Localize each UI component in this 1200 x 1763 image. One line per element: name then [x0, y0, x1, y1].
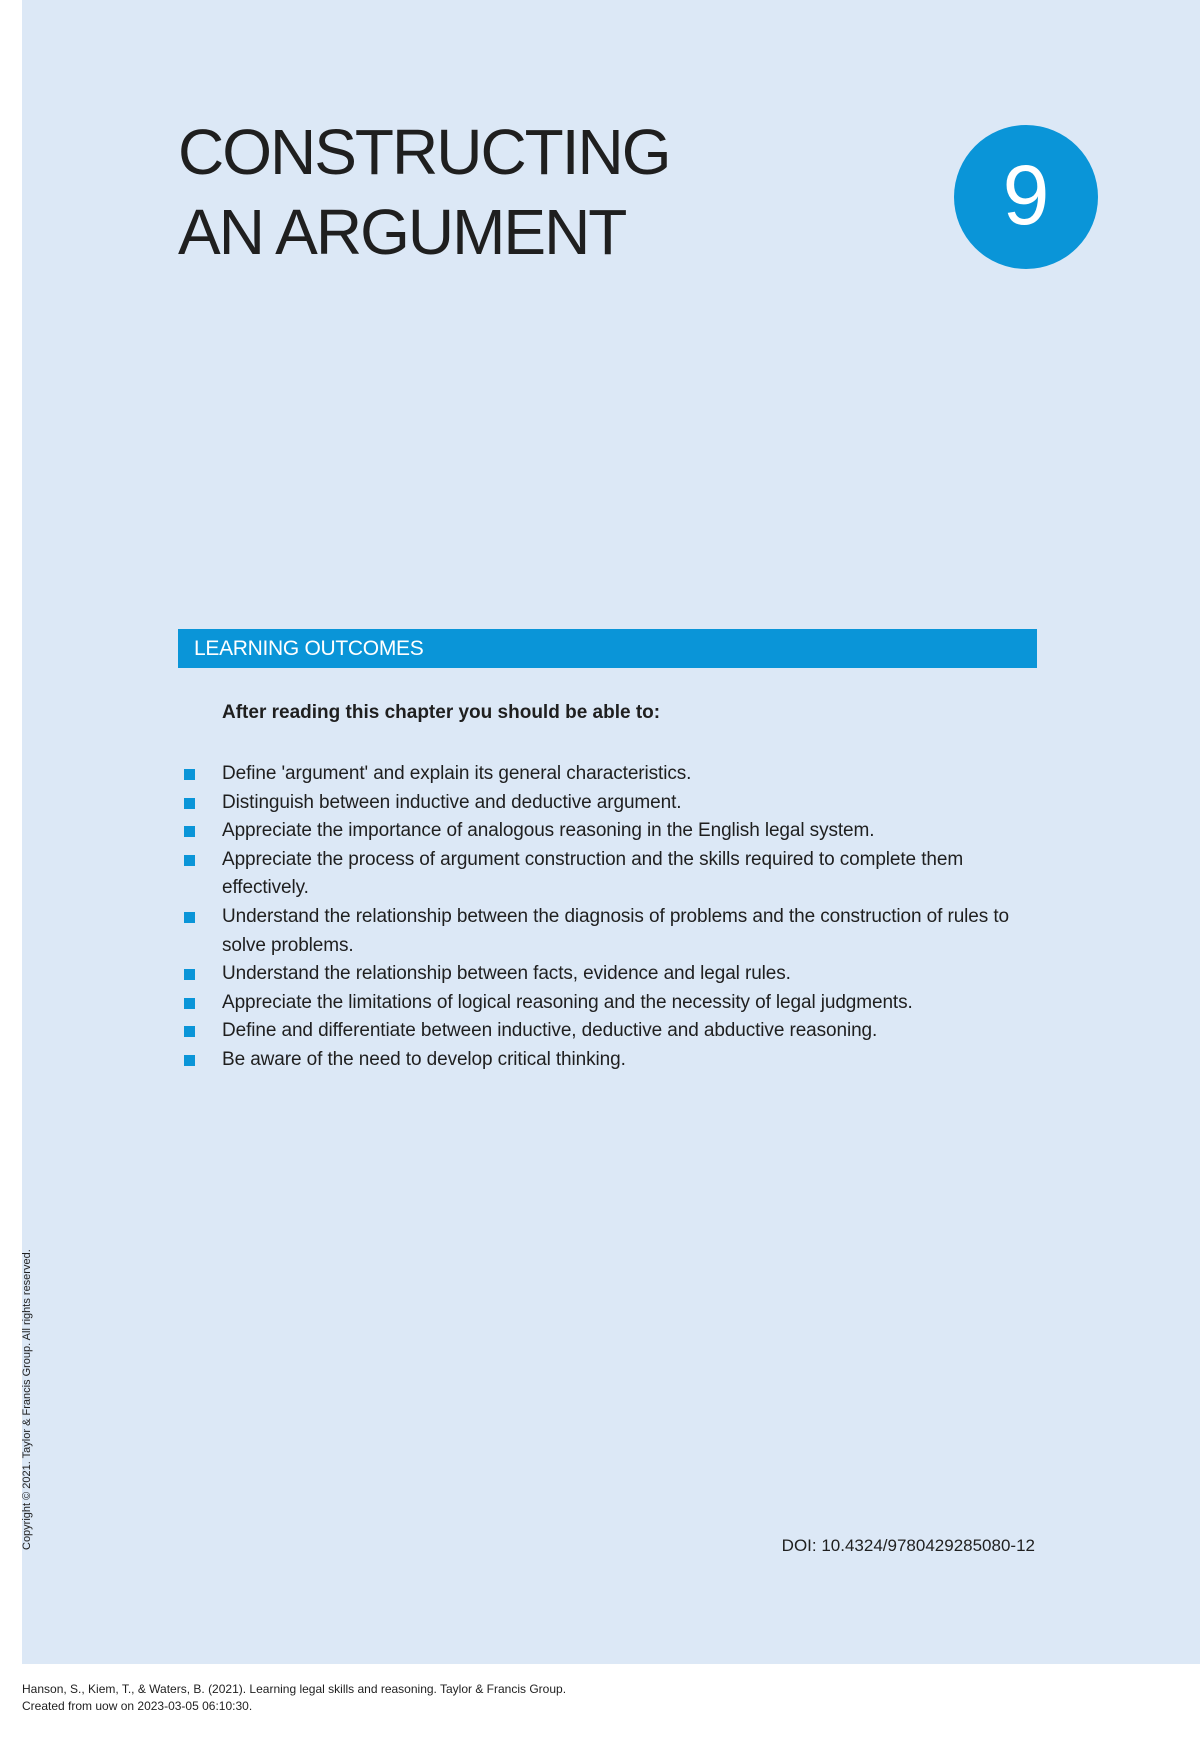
learning-outcomes-list [178, 760, 1048, 1075]
list-item-text: Appreciate the importance of analogous reasoning in the English legal system. [222, 820, 875, 842]
list-item-text: Appreciate the limitations of logical reasoning and the necessity of legal judgments. [222, 991, 913, 1013]
list-item-text: Be aware of the need to develop critical thinking. [222, 1048, 626, 1070]
list-item [178, 903, 1048, 960]
list-item-text: Define and differentiate between inductive, deductive and abductive reasoning. [222, 1020, 878, 1042]
chapter-title [178, 112, 670, 272]
square-bullet-icon [184, 998, 195, 1009]
list-item [178, 846, 1048, 903]
list-item-text: Define 'argument' and explain its general characteristics. [222, 763, 692, 784]
square-bullet-icon [184, 826, 195, 837]
list-item-text: Understand the relationship between facts, evidence and legal rules. [222, 963, 791, 985]
list-item [178, 1046, 1048, 1075]
square-bullet-icon [184, 798, 195, 809]
list-item [178, 989, 1048, 1018]
learning-outcomes-intro: After reading this chapter you should be able to: [222, 702, 661, 723]
learning-outcomes-header [178, 629, 1037, 668]
square-bullet-icon [184, 912, 195, 923]
list-item-text: Distinguish between inductive and deductive argument. [222, 791, 682, 813]
square-bullet-icon [184, 1055, 195, 1066]
created-from-line: Created from uow on 2023-03-05 06:10:30. [22, 1699, 253, 1713]
chapter-title-line-1: CONSTRUCTING [178, 116, 670, 188]
chapter-number-badge [954, 125, 1098, 269]
square-bullet-icon [184, 769, 195, 780]
citation-line: Hanson, S., Kiem, T., & Waters, B. (2021). Learning legal skills and reasoning. Taylor & Francis Group. [22, 1682, 567, 1696]
copyright-notice: Copyright © 2021. Taylor & Francis Group. All rights reserved. [21, 1249, 33, 1550]
square-bullet-icon [184, 855, 195, 866]
doi-reference: DOI: 10.4324/9780429285080-12 [781, 1536, 1035, 1555]
chapter-number: 9 [1002, 148, 1050, 242]
learning-outcomes-heading: LEARNING OUTCOMES [194, 636, 424, 660]
square-bullet-icon [184, 1026, 195, 1037]
list-item-text: Understand the relationship between the diagnosis of problems and the construction of rules to solve problems. [222, 905, 1009, 956]
list-item [178, 760, 1048, 789]
list-item [178, 1017, 1048, 1046]
square-bullet-icon [184, 969, 195, 980]
list-item-text: Appreciate the process of argument construction and the skills required to complete them effectively. [222, 848, 964, 899]
citation-footer [22, 1681, 566, 1715]
list-item [178, 789, 1048, 818]
list-item [178, 960, 1048, 989]
list-item [178, 817, 1048, 846]
chapter-title-line-2: AN ARGUMENT [178, 196, 626, 268]
